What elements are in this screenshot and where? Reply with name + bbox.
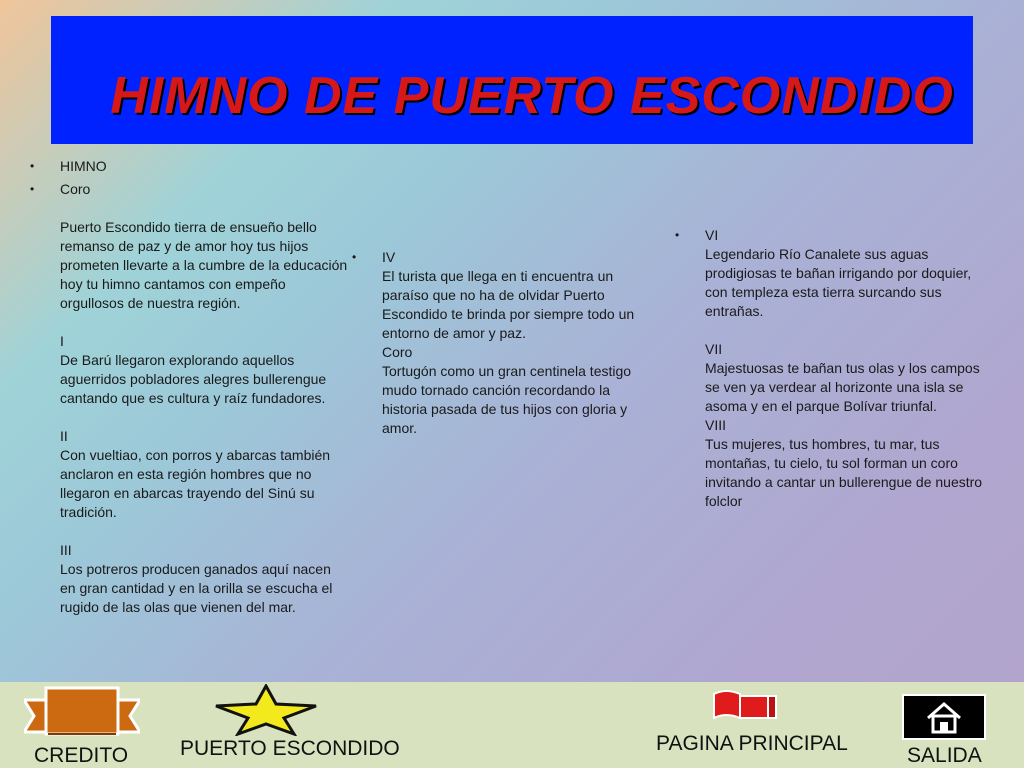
star-icon[interactable] [214,684,318,736]
lyrics-item: • Coro Puerto Escondido tierra de ensueño bello remanso de paz y de amor hoy tus hijos prometen llevarte a la cumbre de la educación hoy tu himno cantamos con empeño orgullosos de nuestra región. I De Barú llegaron explorando aquellos aguerridos pobladores alegres bullerengue cantando que es cultura y raíz fundadores. II Con vueltiao, con porros y abarcas también anclaron en esta región hombres que no llegaron en abarcas trayendo del Sinú su tradición. III Los potreros producen ganados aquí nacen en gran cantidad y en la orilla se escucha el rugido de las olas que vienen del mar. [30,180,350,617]
lyrics-item: • IV El turista que llega en ti encuentra un paraíso que no ha de olvidar Puerto Escondido te brinda por siempre todo un entorno de amor y paz. Coro Tortugón como un gran centinela testigo mudo tornado canción recordando la historia pasada de tus hijos con gloria y amor. [352,248,652,438]
lyrics-column-2 [352,248,652,442]
credito-button[interactable]: CREDITO [34,744,129,767]
pagina-principal-button[interactable]: PAGINA PRINCIPAL [656,732,848,755]
lyrics-item: • VI Legendario Río Canalete sus aguas prodigiosas te bañan irrigando por doquier, con templeza esta tierra surcando sus entrañas. VII Majestuosas te bañan tus olas y los campos se ven ya verdear al horizonte una isla se asoma y en el parque Bolívar triunfal. VIII Tus mujeres, tus hombres, tu mar, tus montañas, tu cielo, tu sol forman un coro invitando a cantar un bullerengue de nuestro folclor [675,226,995,511]
salida-button[interactable]: SALIDA [907,744,982,767]
title-banner [51,16,973,144]
puerto-escondido-button[interactable]: PUERTO ESCONDIDO [180,737,400,760]
lyrics-item: • HIMNO [30,157,350,176]
footer-nav-bar [0,682,1024,768]
home-icon[interactable] [902,694,986,740]
page-title: HIMNO DE PUERTO ESCONDIDO [110,67,954,125]
scroll-banner-icon[interactable] [24,684,140,744]
red-flag-icon[interactable] [712,688,778,724]
lyrics-column-1 [30,157,350,621]
lyrics-column-3 [675,226,995,515]
